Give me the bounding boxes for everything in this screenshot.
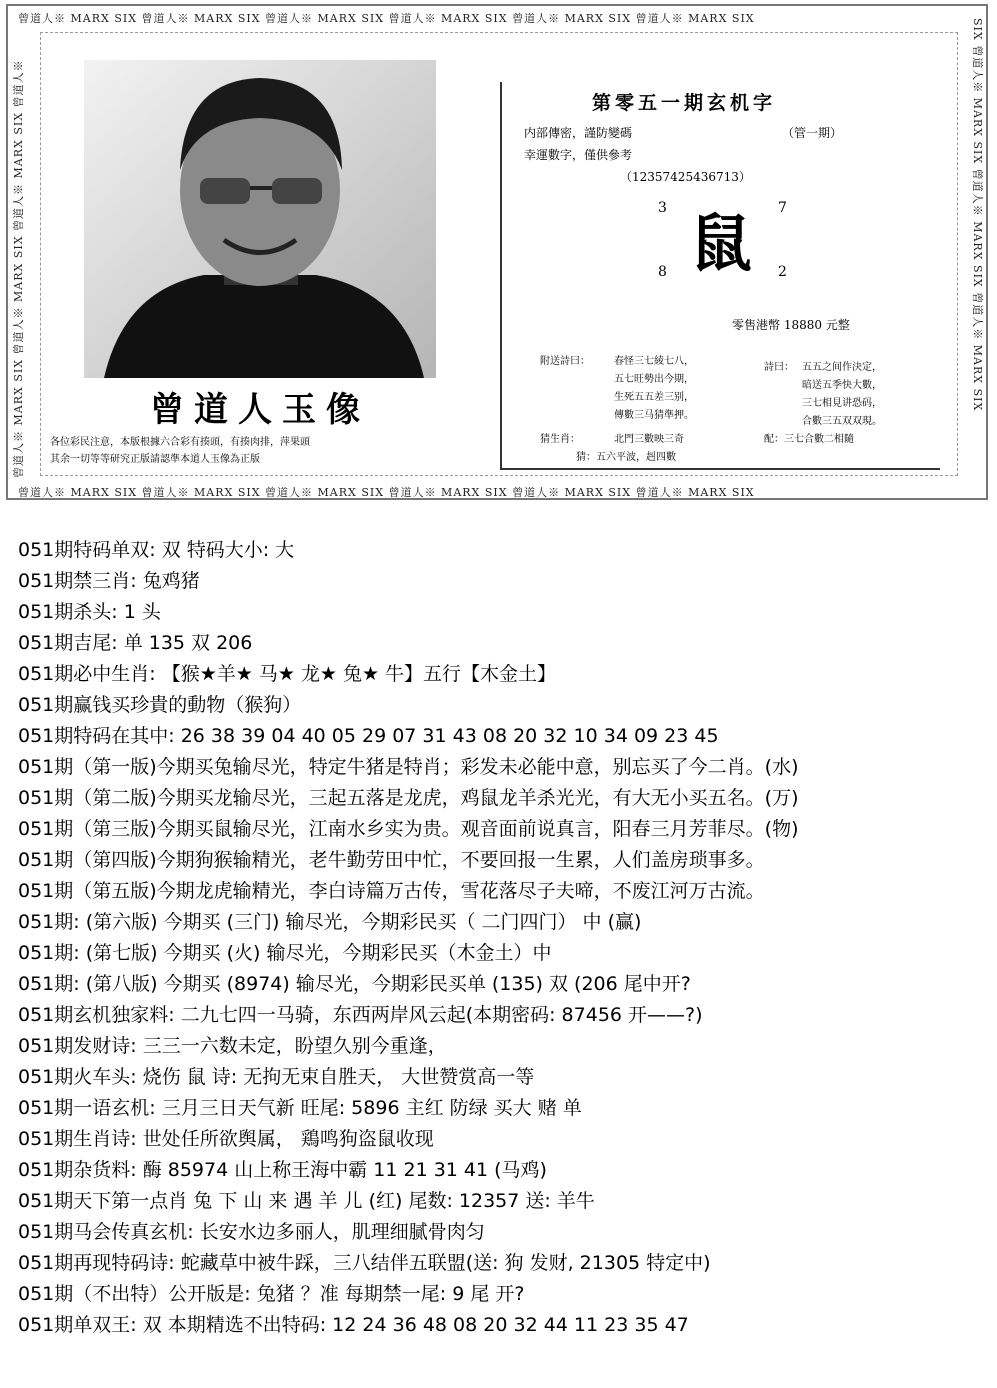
prediction-line: 051期天下第一点肖 兔 下 山 来 遇 羊 儿 (红) 尾数: 12357 送: 羊牛	[18, 1190, 595, 1212]
poem-line: 春怪三七綾七八，	[614, 356, 694, 367]
prediction-line: 051期必中生肖: 【猴★羊★ 马★ 龙★ 兔★ 牛】五行【木金土】	[18, 663, 557, 685]
prediction-line: 051期（不出特）公开版是: 兔猪 ？准 每期禁一尾: 9 尾 开?	[18, 1283, 525, 1305]
prediction-line: 051期生肖诗: 世处任所欲舆属， 鶏鸣狗盗鼠收现	[18, 1128, 434, 1150]
poem-line: 傳數三马猜準押。	[614, 410, 694, 421]
panel-title: 第零五一期玄机字	[592, 92, 777, 114]
prediction-line: 051期: (第八版) 今期买 (8974) 输尽光，今期彩民买单 (135) 双 (206 尾中开?	[18, 973, 691, 995]
panel-line: （管一期）	[782, 126, 843, 140]
riddle-line: 北門三數映三奇	[614, 434, 684, 445]
poem-line: 暗送五季快大數，	[802, 380, 882, 391]
prediction-line: 051期玄机独家料: 二九七四一马骑，东西两岸风云起(本期密码: 87456 开——?)	[18, 1004, 703, 1026]
prediction-line: 051期一语玄机: 三月三日天气新 旺尾: 5896 主红 防绿 买大 赌 单	[18, 1097, 582, 1119]
border-strip-left: 曾道人※ MARX SIX 曾道人※ MARX SIX 曾道人※ MARX SIX 曾道人※	[12, 59, 25, 478]
riddle-label: 猜生肖：	[540, 434, 580, 445]
prediction-line: 051期特码在其中: 26 38 39 04 40 05 29 07 31 43 08 20 32 10 34 09 23 45	[18, 725, 719, 747]
prediction-line: 051期: (第七版) 今期买 (火) 输尽光，今期彩民买（木金土）中	[18, 942, 552, 964]
notice-line: 各位彩民注意，本版根據六合彩有揍頭，有揍肉排，萍果頭	[50, 437, 310, 448]
prediction-list	[18, 536, 988, 1342]
corner-number: 7	[778, 200, 787, 216]
prediction-line: 051期（第五版)今期龙虎输精光，李白诗篇万古传，雪花落尽子夫啼，不废江河万古流。	[18, 880, 765, 902]
prediction-line: 051期马会传真玄机: 长安水边多丽人，肌理细腻骨肉匀	[18, 1221, 485, 1243]
corner-number: 3	[658, 200, 667, 216]
riddle-line: 猜：五六平波，赳四數	[576, 452, 676, 463]
price-text: 零售港幣 18880 元整	[732, 318, 850, 332]
poem-line: 五七旺勢出今期，	[614, 374, 694, 385]
portrait-caption: 曾道人玉像	[150, 390, 370, 430]
panel-line: 内部傳密，謹防變碼	[524, 126, 633, 140]
notice-line: 其余一切等等研究正版請認準本道人玉像為正版	[50, 454, 260, 465]
border-strip-top: 曾道人※ MARX SIX 曾道人※ MARX SIX 曾道人※ MARX SIX 曾道人※ MARX SIX 曾道人※ MARX SIX 曾道人※ MARX SIX	[18, 12, 755, 25]
poem-line: 五五之间作決定，	[802, 362, 882, 373]
prediction-line: 051期火车头: 烧伤 鼠 诗: 无拘无束自胜天， 大世赞赏高一等	[18, 1066, 535, 1088]
mystery-character: 鼠	[690, 207, 753, 280]
border-strip-bottom: 曾道人※ MARX SIX 曾道人※ MARX SIX 曾道人※ MARX SIX 曾道人※ MARX SIX 曾道人※ MARX SIX 曾道人※ MARX SIX	[18, 486, 755, 499]
prediction-line: 051期发财诗: 三三一六数未定，盼望久别今重逢，	[18, 1035, 447, 1057]
poem-label: 附送詩曰：	[540, 356, 590, 367]
poem-line: 三七相見讲恐码，	[802, 398, 882, 409]
prediction-line: 051期: (第六版) 今期买 (三门) 输尽光，今期彩民买（ 二门四门） 中 (赢)	[18, 911, 642, 933]
prediction-line: 051期杀头: 1 头	[18, 601, 161, 623]
prediction-line: 051期再现特码诗: 蛇藏草中被牛踩，三八结伴五联盟(送: 狗 发财, 21305 特定中)	[18, 1252, 711, 1274]
prediction-line: 051期（第三版)今期买鼠输尽光，江南水乡实为贵。观音面前说真言，阳春三月芳菲尽。(物)	[18, 818, 799, 840]
prediction-line: 051期禁三肖: 兔鸡猪	[18, 570, 200, 592]
prediction-line: 051期赢钱买珍貴的動物（猴狗）	[18, 694, 302, 716]
panel-line: 幸運數字，僅供參考	[524, 148, 633, 162]
poem-line: 合數三五双双現。	[802, 416, 882, 427]
corner-number: 8	[658, 264, 667, 280]
prediction-line: 051期（第二版)今期买龙输尽光，三起五落是龙虎，鸡鼠龙羊杀光光，有大无小买五名。(万)	[18, 787, 799, 809]
riddle-line: 配：三七合數二相隨	[764, 434, 854, 445]
border-strip-right: SIX 曾道人※ MARX SIX 曾道人※ MARX SIX 曾道人※ MARX SIX	[971, 18, 984, 412]
poem-label: 詩曰：	[764, 362, 794, 373]
portrait-image	[84, 60, 436, 378]
mystery-panel	[500, 82, 940, 470]
prediction-line: 051期（第一版)今期买兔输尽光，特定牛猪是特肖；彩发未必能中意，别忘买了今二肖。(水)	[18, 756, 799, 778]
corner-number: 2	[778, 264, 787, 280]
poem-line: 生死五五差三别，	[614, 392, 694, 403]
prediction-line: 051期（第四版)今期狗猴输精光，老牛勤劳田中忙，不要回报一生累，人们盖房琐事多。	[18, 849, 765, 871]
prediction-line: 051期单双王: 双 本期精选不出特码: 12 24 36 48 08 20 32 44 11 23 35 47	[18, 1314, 689, 1336]
prediction-line: 051期吉尾: 单 135 双 206	[18, 632, 253, 654]
notice-text	[50, 434, 490, 468]
prediction-line: 051期杂货料: 酶 85974 山上称王海中霸 11 21 31 41 (马鸡)	[18, 1159, 547, 1181]
prediction-line: 051期特码单双: 双 特码大小: 大	[18, 539, 295, 561]
panel-line: （12357425436713）	[620, 170, 751, 184]
